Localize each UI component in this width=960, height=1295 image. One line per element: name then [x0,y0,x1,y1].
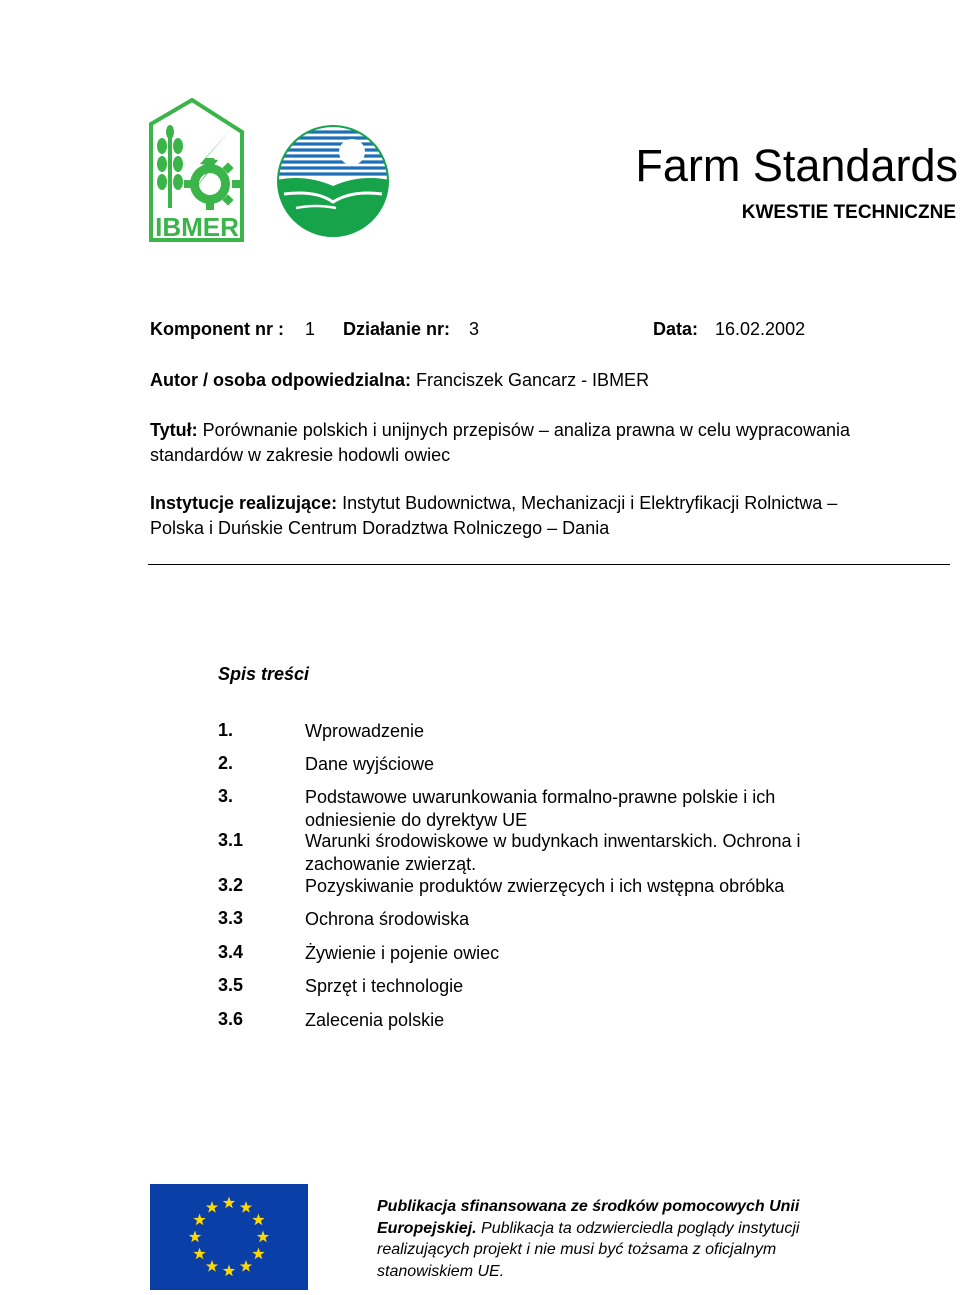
document-subtitle: KWESTIE TECHNICZNE [741,202,956,223]
institutions-block [150,491,885,541]
toc-item-number: 3.4 [218,942,244,962]
title-value: Porównanie polskich i unijnych przepisów – analiza prawna w celu wypracowania standardów w zakresie hodowli owiec [150,420,851,465]
date-value: 16.02.2002 [715,319,806,339]
eu-flag-icon [150,1184,308,1290]
toc-heading: Spis treści [218,664,310,684]
toc-item-number: 3.5 [218,975,244,995]
title-label: Tytuł: [150,420,198,440]
action-label: Działanie nr: [343,319,451,339]
funding-note-text: Publikacja ta odzwierciedla poglądy instytucji realizujących projekt i nie musi być tożsama z oficjalnym stanowiskiem UE. [377,1219,800,1280]
landscape-circle-logo-icon [276,124,390,238]
author-value: Franciszek Gancarz - IBMER [416,370,650,390]
toc-item-number: 3.1 [218,830,244,850]
toc-item-number: 3.6 [218,1009,244,1029]
title-block [150,418,910,468]
action-value: 3 [469,319,480,339]
document-title: Farm Standards [635,140,958,191]
toc-item-text: Dane wyjściowe [305,754,435,774]
funding-note [377,1196,855,1282]
toc-item-text: Ochrona środowiska [305,909,470,929]
component-label: Komponent nr : [150,319,284,339]
author-line [150,368,649,393]
divider [148,564,950,565]
toc-item-text: Sprzęt i technologie [305,976,464,996]
toc-item-text: Żywienie i pojenie owiec [305,943,500,963]
ibmer-logo-text: IBMER [155,212,239,242]
toc-item-text: Warunki środowiskowe w budynkach inwentarskich. Ochrona i zachowanie zwierząt. [305,831,801,874]
toc-item-number: 3.3 [218,908,244,928]
date-label: Data: [653,319,699,339]
institutions-value: Instytut Budownictwa, Mechanizacji i Elektryfikacji Rolnictwa – Polska i Duńskie Centrum Doradztwa Rolniczego – Dania [150,493,838,538]
toc-item-text: Podstawowe uwarunkowania formalno-prawne polskie i ich odniesienie do dyrektyw UE [305,787,776,830]
toc-item-number: 2. [218,753,234,773]
toc-item-text: Wprowadzenie [305,721,425,741]
toc-item-text: Pozyskiwanie produktów zwierzęcych i ich wstępna obróbka [305,876,785,896]
ibmer-logo-icon [148,98,246,244]
funding-note-bold: Publikacja sfinansowana ze środków pomocowych Unii Europejskiej. [377,1198,800,1237]
author-label: Autor / osoba odpowiedzialna: [150,370,411,390]
component-value: 1 [305,319,316,339]
toc-item-text: Zalecenia polskie [305,1010,445,1030]
toc-item-number: 3.2 [218,875,244,895]
toc-item-number: 1. [218,720,234,740]
institutions-label: Instytucje realizujące: [150,493,338,513]
toc-item-number: 3. [218,786,234,806]
